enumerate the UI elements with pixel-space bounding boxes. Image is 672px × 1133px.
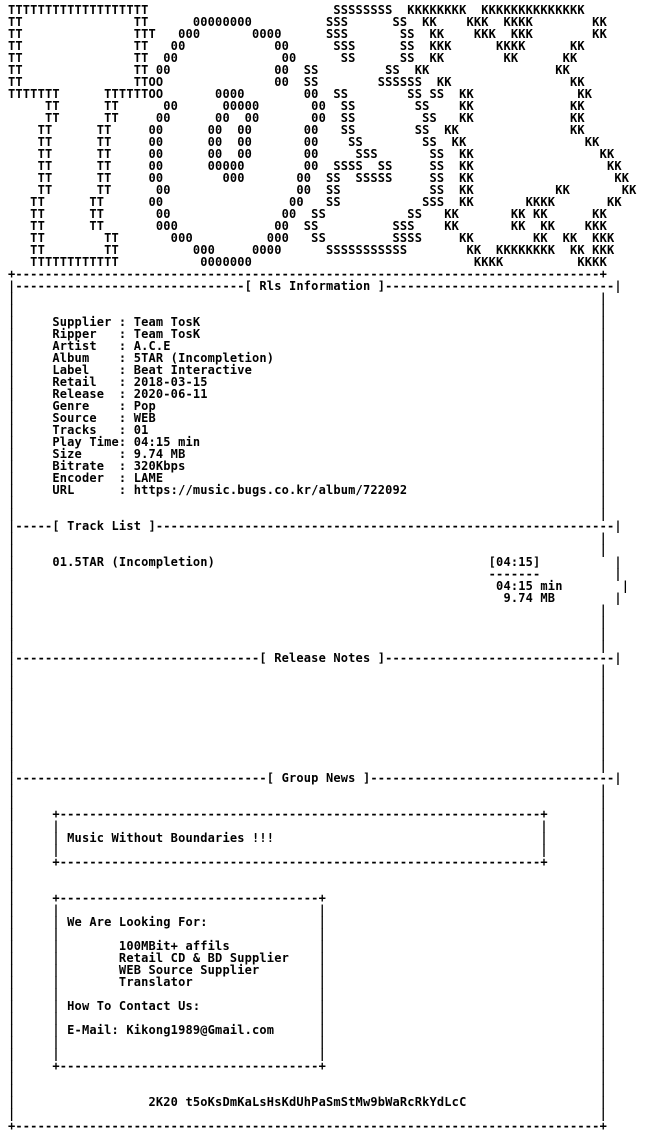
nfo-line: TT TT 00 00 SS SS KK KK: [8, 63, 570, 77]
nfo-line: TT TT 00 00000 00 SS SS KK KK: [8, 99, 585, 113]
nfo-line: TT TT 00 00 00 00 SS SS KK KK: [8, 135, 600, 149]
nfo-line: +-------------------------------------------------------------------------------+: [8, 267, 607, 281]
nfo-line: |-----[ Track List ]--------------------------------------------------------------|: [8, 519, 622, 533]
nfo-line: | | | |: [8, 987, 607, 1001]
nfo-line: | Size : 9.74 MB |: [8, 447, 607, 461]
nfo-line: TT TT 00 00 00 00 SS SS KK KK: [8, 123, 585, 137]
nfo-line: | ------- |: [8, 567, 622, 581]
nfo-line: | |: [8, 687, 607, 701]
nfo-line: | Source : WEB |: [8, 411, 607, 425]
nfo-line: | |: [8, 495, 607, 509]
nfo-line: | |: [8, 291, 607, 305]
nfo-line: | | WEB Source Supplier | |: [8, 963, 607, 977]
nfo-line: TT TT 00 00 SS SSS KK KKKK KK: [8, 195, 622, 209]
nfo-line: TT TT 000 000 SS SSSS KK KK KK KKK: [8, 231, 615, 245]
nfo-line: +-------------------------------------------------------------------------------+: [8, 1119, 607, 1133]
nfo-line: | |: [8, 699, 607, 713]
nfo-line: | |: [8, 783, 607, 797]
nfo-line: | Release : 2020-06-11 |: [8, 387, 607, 401]
nfo-line: | Artist : A.C.E |: [8, 339, 607, 353]
nfo-line: | +-----------------------------------+ |: [8, 1059, 607, 1073]
nfo-line: | | Music Without Boundaries !!! | |: [8, 831, 607, 845]
nfo-line: |-------------------------------[ Rls Information ]-------------------------------|: [8, 279, 622, 293]
nfo-line: | Bitrate : 320Kbps |: [8, 459, 607, 473]
nfo-line: | |: [8, 627, 607, 641]
nfo-line: | |: [8, 1107, 607, 1121]
nfo-line: | |: [8, 543, 607, 557]
nfo-line: TT TTOO 00 SS SSSSSS KK KK: [8, 75, 585, 89]
nfo-line: | | We Are Looking For: | |: [8, 915, 607, 929]
nfo-line: | Retail : 2018-03-15 |: [8, 375, 607, 389]
nfo-line: | |: [8, 1071, 607, 1085]
nfo-line: TT TT 00 00 SS SS KK KK KK: [8, 183, 637, 197]
nfo-line: | |: [8, 759, 607, 773]
nfo-line: TT TT 000 00 SS SSS KK KK KK KKK: [8, 219, 607, 233]
nfo-line: | | 100MBit+ affils | |: [8, 939, 607, 953]
nfo-line: TT TT 00 00 SSS SS KKK KKKK KK: [8, 39, 585, 53]
nfo-line: TTTTTTTTTTTT 0000000 KKKK KKKK: [8, 255, 607, 269]
nfo-line: | |: [8, 723, 607, 737]
nfo-line: | Supplier : Team TosK |: [8, 315, 607, 329]
nfo-line: | | | |: [8, 903, 607, 917]
nfo-line: | | | |: [8, 843, 607, 857]
nfo-line: | | E-Mail: Kikong1989@Gmail.com | |: [8, 1023, 607, 1037]
nfo-line: | Genre : Pop |: [8, 399, 607, 413]
nfo-line: | |: [8, 531, 607, 545]
nfo-line: | |: [8, 1083, 607, 1097]
nfo-line: | |: [8, 735, 607, 749]
nfo-line: TT TT 00 00 SS SS KK KK KK: [8, 51, 578, 65]
nfo-line: | | | |: [8, 1035, 607, 1049]
nfo-line: | 2K20 t5oKsDmKaLsHsKdUhPaSmStMw9bWaRcRkYdLcC |: [8, 1095, 607, 1109]
nfo-line: | |: [8, 747, 607, 761]
nfo-line: | |: [8, 663, 607, 677]
nfo-line: | URL : https://music.bugs.co.kr/album/722092 |: [8, 483, 607, 497]
nfo-line: | 04:15 min |: [8, 579, 630, 593]
nfo-line: | |: [8, 879, 607, 893]
nfo-line: | 01.5TAR (Incompletion) [04:15] |: [8, 555, 622, 569]
nfo-line: | |: [8, 675, 607, 689]
nfo-line: | |: [8, 867, 607, 881]
nfo-line: | | | |: [8, 1047, 607, 1061]
nfo-line: | |: [8, 507, 607, 521]
nfo-line: | Tracks : 01 |: [8, 423, 607, 437]
nfo-line: | +-----------------------------------+ |: [8, 891, 607, 905]
nfo-line: | |: [8, 303, 607, 317]
nfo-line: | |: [8, 639, 607, 653]
nfo-line: | | | |: [8, 927, 607, 941]
nfo-line: TTTTTTTTTTTTTTTTTTT SSSSSSSS KKKKKKKK KKKKKKKKKKKKKK: [8, 3, 585, 17]
nfo-line: | |: [8, 603, 607, 617]
nfo-line: | |: [8, 795, 607, 809]
nfo-line: TTTTTTT TTTTTTOO 0000 00 SS SS SS KK KK: [8, 87, 593, 101]
nfo-line: TT TT 00 00000 00 SSSS SS SS KK KK: [8, 159, 622, 173]
nfo-line: | | How To Contact Us: | |: [8, 999, 607, 1013]
nfo-line: TT TT 00 00 00 00 SS SS KK KK: [8, 111, 585, 125]
nfo-line: TT TT 000 0000 SSSSSSSSSSS KK KKKKKKKK KK KKK: [8, 243, 615, 257]
nfo-line: | | Retail CD & BD Supplier | |: [8, 951, 607, 965]
nfo-line: TT TT 00 000 00 SS SSSSS SS KK KK: [8, 171, 630, 185]
nfo-line: | Encoder : LAME |: [8, 471, 607, 485]
nfo-line: TT TT 00000000 SSS SS KK KKK KKKK KK: [8, 15, 607, 29]
nfo-line: | | Translator | |: [8, 975, 607, 989]
nfo-line: TT TT 00 00 00 00 SSS SS KK KK: [8, 147, 615, 161]
nfo-line: |---------------------------------[ Release Notes ]-------------------------------|: [8, 651, 622, 665]
nfo-line: | | | |: [8, 1011, 607, 1025]
nfo-line: TT TT 00 00 SS SS KK KK KK KK: [8, 207, 607, 221]
nfo-line: | Play Time: 04:15 min |: [8, 435, 607, 449]
nfo-line: | Label : Beat Interactive |: [8, 363, 607, 377]
nfo-line: | Album : 5TAR (Incompletion) |: [8, 351, 607, 365]
nfo-line: | Ripper : Team TosK |: [8, 327, 607, 341]
nfo-line: | |: [8, 711, 607, 725]
nfo-line: | +-----------------------------------------------------------------+ |: [8, 807, 607, 821]
nfo-line: | | | |: [8, 819, 607, 833]
nfo-line: | 9.74 MB |: [8, 591, 622, 605]
nfo-line: | +-----------------------------------------------------------------+ |: [8, 855, 607, 869]
nfo-line: | |: [8, 615, 607, 629]
nfo-line: |----------------------------------[ Group News ]---------------------------------|: [8, 771, 622, 785]
nfo-line: TT TTT 000 0000 SSS SS KK KKK KKK KK: [8, 27, 607, 41]
